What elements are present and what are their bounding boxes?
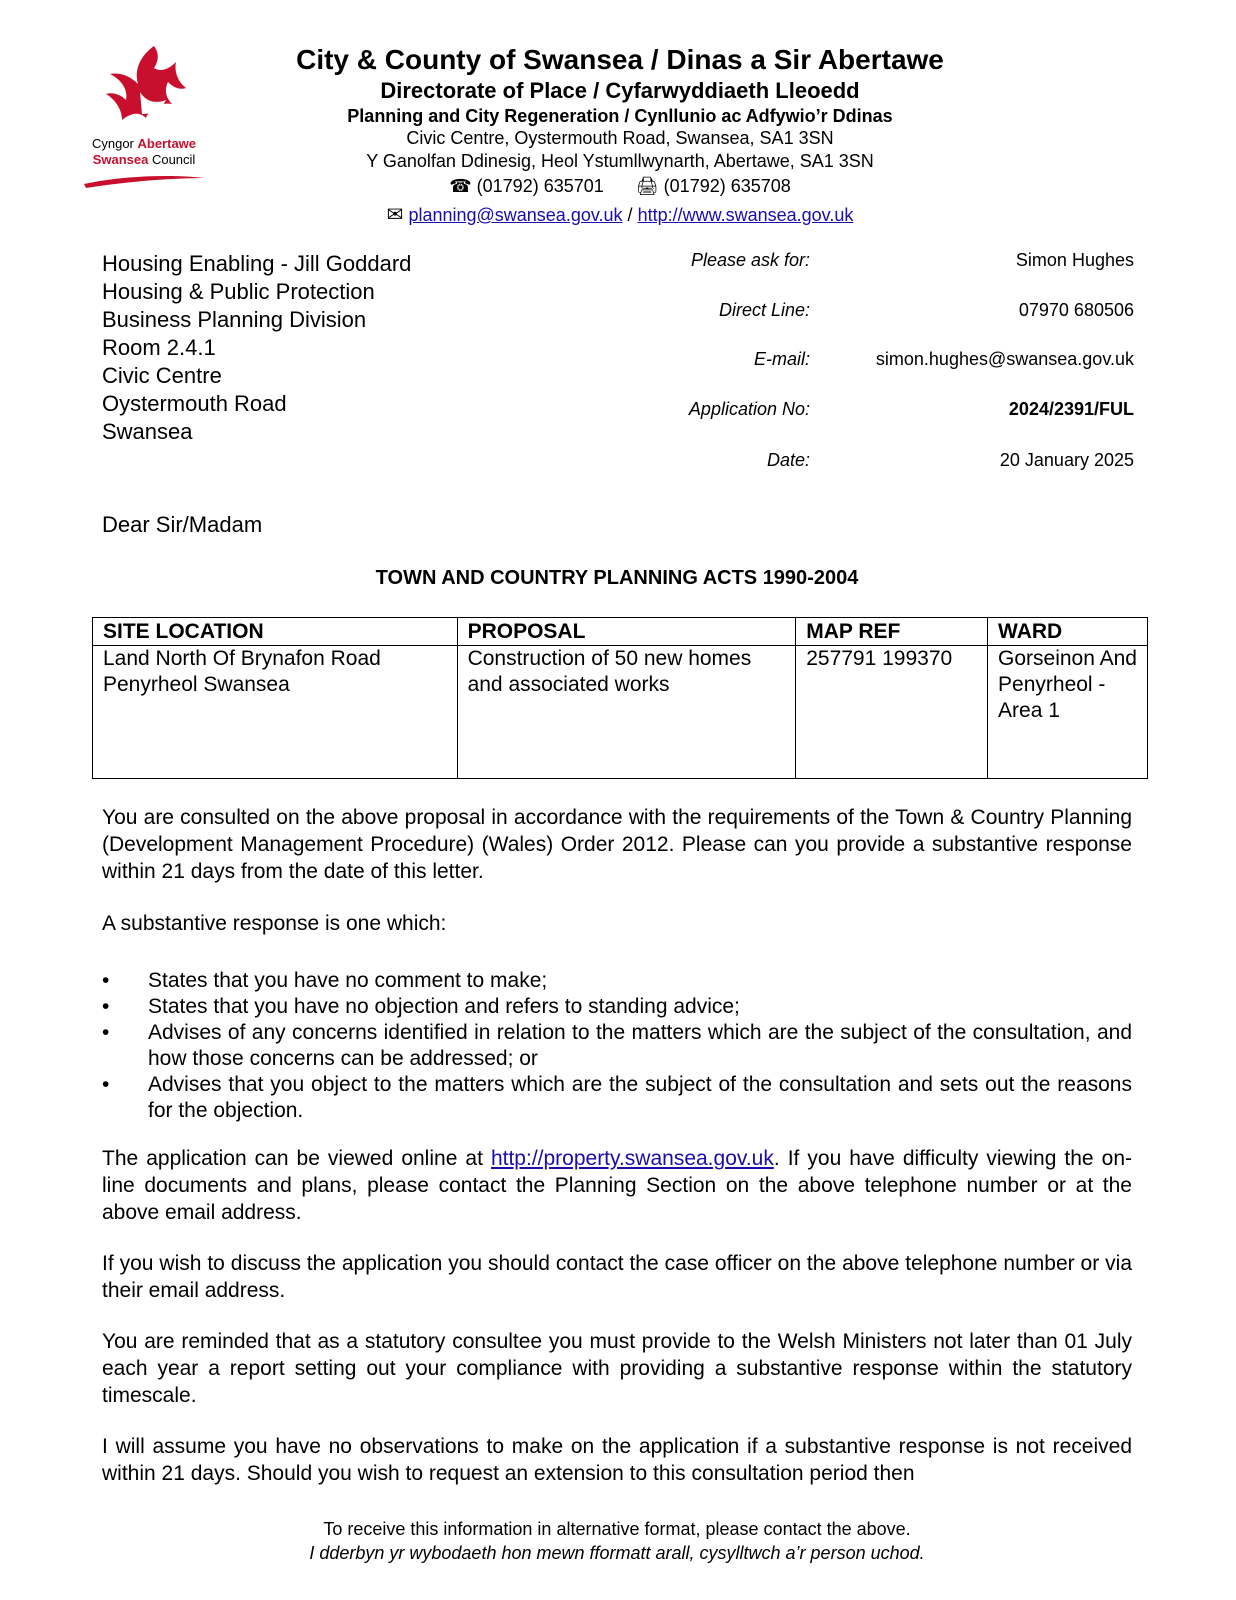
list-item [102, 994, 1132, 1020]
letter-heading: TOWN AND COUNTRY PLANNING ACTS 1990-2004 [375, 567, 859, 589]
reference-block [600, 250, 1134, 480]
telephone-icon: ☎ [449, 176, 472, 196]
address-line: Housing Enabling - Jill Goddard [102, 251, 412, 276]
substantive-response-list [102, 968, 1132, 1124]
online-text-before: The application can be viewed online at [102, 1147, 491, 1170]
discuss-paragraph: If you wish to discuss the application you should contact the case officer on the above telephone number or via their email address. [102, 1252, 1132, 1302]
list-item [102, 968, 1132, 994]
table-header-row [93, 618, 1148, 646]
logo-suffix: Council [148, 152, 196, 167]
table-row [93, 646, 1148, 779]
logo-prefix: Cyngor [91, 136, 138, 151]
fax-icon: 🖨 [635, 176, 659, 196]
direct-line-value: 07970 680506 [1018, 300, 1134, 320]
contact-line [230, 176, 1010, 197]
date-label: Date: [766, 450, 810, 470]
property-portal-link[interactable]: http://property.swansea.gov.uk [490, 1147, 774, 1170]
address-line: Civic Centre [102, 363, 222, 388]
address-line: Swansea [102, 419, 193, 444]
logo-text-english [80, 152, 208, 168]
ask-for-label: Please ask for: [690, 250, 810, 270]
proposal-cell: Construction of 50 new homes and associated works [457, 646, 796, 779]
list-item [102, 1072, 1132, 1124]
site-location-cell: Land North Of Brynafon Road Penyrheol Swansea [93, 646, 458, 779]
address-line: Oystermouth Road [102, 391, 287, 416]
council-title: City & County of Swansea / Dinas a Sir Abertawe [296, 44, 944, 75]
online-text-after: . If you have difficulty viewing the on-line documents and plans, please contact the Planning Section on the above telephone number or at the above email address. [102, 1147, 1132, 1224]
list-item-text: States that you have no comment to make; [148, 969, 548, 992]
phone-number: (01792) 635701 [476, 176, 604, 196]
logo-bold-welsh: Abertawe [137, 136, 197, 151]
bullet-icon: • [102, 1073, 110, 1096]
recipient-address [102, 250, 411, 446]
salutation: Dear Sir/Madam [102, 512, 263, 537]
column-header: PROPOSAL [457, 618, 796, 646]
application-no-label: Application No: [688, 399, 810, 419]
footer-english: To receive this information in alternative format, please contact the above. [323, 1519, 911, 1539]
list-item-text: Advises that you object to the matters which are the subject of the consultation and sets out the reasons for the objection. [148, 1073, 1132, 1122]
consultation-paragraph: You are consulted on the above proposal in accordance with the requirements of the Town & Country Planning (Development Management Procedure) (Wales) Order 2012. Please can you provide a substantive response within 21 days from the date of this letter. [102, 806, 1132, 883]
logo-swoosh-icon [80, 170, 208, 190]
email-label: E-mail: [753, 349, 810, 369]
bullet-icon: • [102, 995, 110, 1018]
bullet-icon: • [102, 969, 110, 992]
address-line: Business Planning Division [102, 307, 367, 332]
address-english: Civic Centre, Oystermouth Road, Swansea, SA1 3SN [406, 128, 834, 148]
directorate-title: Directorate of Place / Cyfarwyddiaeth Lleoedd [380, 78, 860, 103]
list-item-text: States that you have no objection and refers to standing advice; [148, 995, 740, 1018]
department-title: Planning and City Regeneration / Cynllunio ac Adfywio’r Ddinas [347, 106, 893, 126]
address-line: Room 2.4.1 [102, 335, 216, 360]
direct-line-label: Direct Line: [718, 300, 810, 320]
column-header: SITE LOCATION [93, 618, 458, 646]
address-welsh: Y Ganolfan Ddinesig, Heol Ystumllwynarth, Abertawe, SA1 3SN [366, 151, 874, 171]
list-item [102, 1020, 1132, 1072]
list-item-text: Advises of any concerns identified in relation to the matters which are the subject of the consultation, and how those concerns can be addressed; or [148, 1021, 1132, 1070]
envelope-icon: ✉ [386, 204, 404, 226]
column-header: MAP REF [796, 618, 988, 646]
ask-for-value: Simon Hughes [1015, 250, 1134, 270]
assumption-paragraph: I will assume you have no observations to make on the application if a substantive response is not received within 21 days. Should you wish to request an extension to this consultation period then [102, 1435, 1132, 1485]
application-no-value: 2024/2391/FUL [1008, 399, 1134, 419]
council-logo [80, 42, 208, 192]
substantive-intro: A substantive response is one which: [102, 912, 447, 935]
link-separator: / [627, 205, 633, 225]
logo-bold-english: Swansea [92, 152, 149, 167]
web-line [230, 202, 1010, 227]
map-ref-cell: 257791 199370 [796, 646, 988, 779]
online-viewing-paragraph [102, 1145, 1132, 1226]
officer-email: simon.hughes@swansea.gov.uk [875, 349, 1134, 369]
phoenix-logo-icon [80, 42, 208, 142]
logo-text-welsh [80, 136, 208, 152]
footer-welsh: I dderbyn yr wybodaeth hon mewn fformatt arall, cysylltwch a’r person uchod. [309, 1543, 925, 1563]
planning-email-link[interactable]: planning@swansea.gov.uk [408, 205, 623, 225]
site-details-table [92, 617, 1148, 779]
fax-number: (01792) 635708 [663, 176, 791, 196]
bullet-icon: • [102, 1021, 110, 1044]
column-header: WARD [988, 618, 1148, 646]
statutory-paragraph: You are reminded that as a statutory consultee you must provide to the Welsh Ministers not later than 01 July each year a report setting out your compliance with providing a substantive response within the statutory timescale. [102, 1330, 1132, 1407]
ward-cell: Gorseinon And Penyrheol - Area 1 [988, 646, 1148, 779]
date-value: 20 January 2025 [999, 450, 1134, 470]
address-line: Housing & Public Protection [102, 279, 375, 304]
council-website-link[interactable]: http://www.swansea.gov.uk [637, 205, 854, 225]
